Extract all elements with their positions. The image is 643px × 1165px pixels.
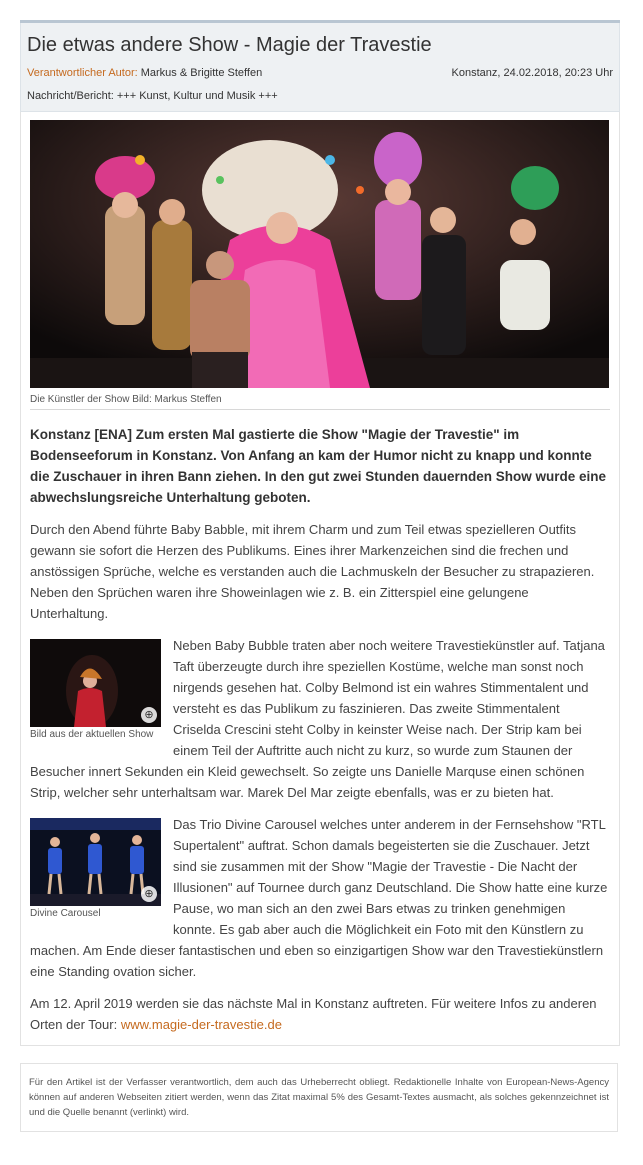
thumb-1-caption: Bild aus der aktuellen Show [30, 729, 154, 740]
meta-row [27, 66, 613, 80]
paragraph-4 [30, 993, 610, 1035]
main-image-caption: Die Künstler der Show Bild: Markus Steffen [30, 388, 610, 410]
paragraph-2: Neben Baby Bubble traten aber noch weitere Travestiekünstler auf. Tatjana Taft überzeugte durch ihre speziellen Kostüme, welche man sonst noch nirgends gesehen hat. Colby Belmond ist ein wahres Stimmentalent und versteht es das Publikum zu faszinieren. Das zweite Stimmentalent Criselda Crescini steht Colby in keinster Weise nach. Der Strip kam bei einem Teil der Auftritte auch nicht zu kurz, so wurde zum Staunen der Besucher innert Sekunden ein Kleid gewechselt. So zeigte uns Danielle Marquse einen schönen Strip, welcher sehr unterhaltsam war. Marek Del Mar zeigte ebenfalls, was er zu bieten hat. [30, 638, 605, 800]
author-name[interactable]: Markus & Brigitte Steffen [140, 67, 263, 79]
paragraph-1: Durch den Abend führte Baby Babble, mit ihrem Charm und zum Teil etwas spezielleren Outfits gewann sie sofort die Herzen des Publikums. Eines ihrer Markenzeichen sind die frechen und anstössigen Sprüche, welche es verstanden auch die Lachmuskeln der Besucher zu strapazieren. Neben den Sprüchen waren ihre Showeinlagen wie z. B. ein Zitterspiel eine gelungene Unterhaltung. [30, 522, 595, 621]
thumb-1[interactable] [30, 639, 161, 741]
paragraph-3: Das Trio Divine Carousel welches unter anderem in der Fernsehshow "RTL Supertalent" auftrat. Schon damals begeisterten sie die Zuschauer. Jetzt sind sie zusammen mit der Show "Magie der Travestie - Die Nacht der Illusionen" auf Tournee durch ganz Deutschland. Die Show hatte eine kurze Pause, wo man sich an den zwei Bars etwas zu trinken genehmigen konnte. Es gab aber auch die Möglichkeit ein Foto mit den Künstlern zu machen. Am Ende dieser fantastischen und eben so einzigartigen Show war den Travestiekünstlern eine Standing ovation sicher. [30, 817, 608, 979]
thumb-2-caption: Divine Carousel [30, 908, 101, 919]
main-image[interactable] [30, 120, 609, 388]
dateline: Konstanz, 24.02.2018, 20:23 Uhr [451, 67, 613, 79]
zoom-icon[interactable]: ⊕ [141, 707, 157, 723]
website-link[interactable]: www.magie-der-travestie.de [120, 1017, 282, 1032]
thumb-2-image[interactable] [30, 818, 161, 906]
article [20, 20, 620, 1046]
author-line [27, 66, 262, 80]
thumb-2[interactable] [30, 818, 161, 920]
paragraph-3-block [30, 814, 610, 982]
zoom-icon[interactable]: ⊕ [141, 886, 157, 902]
disclaimer-box: Für den Artikel ist der Verfasser verantwortlich, dem auch das Urheberrecht obliegt. Redaktionelle Inhalte von European-News-Agency können auf anderen Webseiten zitiert werden, wenn das Zitat maximal 5% des Gesamt-Textes ausmacht, als solches gekennzeichnet ist und die Quelle benannt (verlinkt) wird. [20, 1063, 618, 1132]
lead-paragraph: Konstanz [ENA] Zum ersten Mal gastierte die Show "Magie der Travestie" im Bodenseeforum in Konstanz. Von Anfang an kam der Humor nicht zu knapp und konnte die Zuschauer in ihren Bann ziehen. In den gut zwei Stunden dauernden Show wurde eine abwechslungsreiche Unterhaltung geboten. [30, 427, 607, 505]
article-header [20, 23, 620, 112]
paragraph-2-block [30, 635, 610, 803]
article-title: Die etwas andere Show - Magie der Travestie [27, 34, 432, 56]
thumb-1-image[interactable] [30, 639, 161, 727]
author-label: Verantwortlicher Autor: [27, 67, 138, 79]
article-body [20, 112, 620, 1046]
category-line[interactable]: Nachricht/Bericht: +++ Kunst, Kultur und Musik +++ [27, 90, 278, 102]
paragraph-4-text: Am 12. April 2019 werden sie das nächste Mal in Konstanz auftreten. Für weitere Infos zu anderen Orten der Tour: [30, 996, 597, 1032]
